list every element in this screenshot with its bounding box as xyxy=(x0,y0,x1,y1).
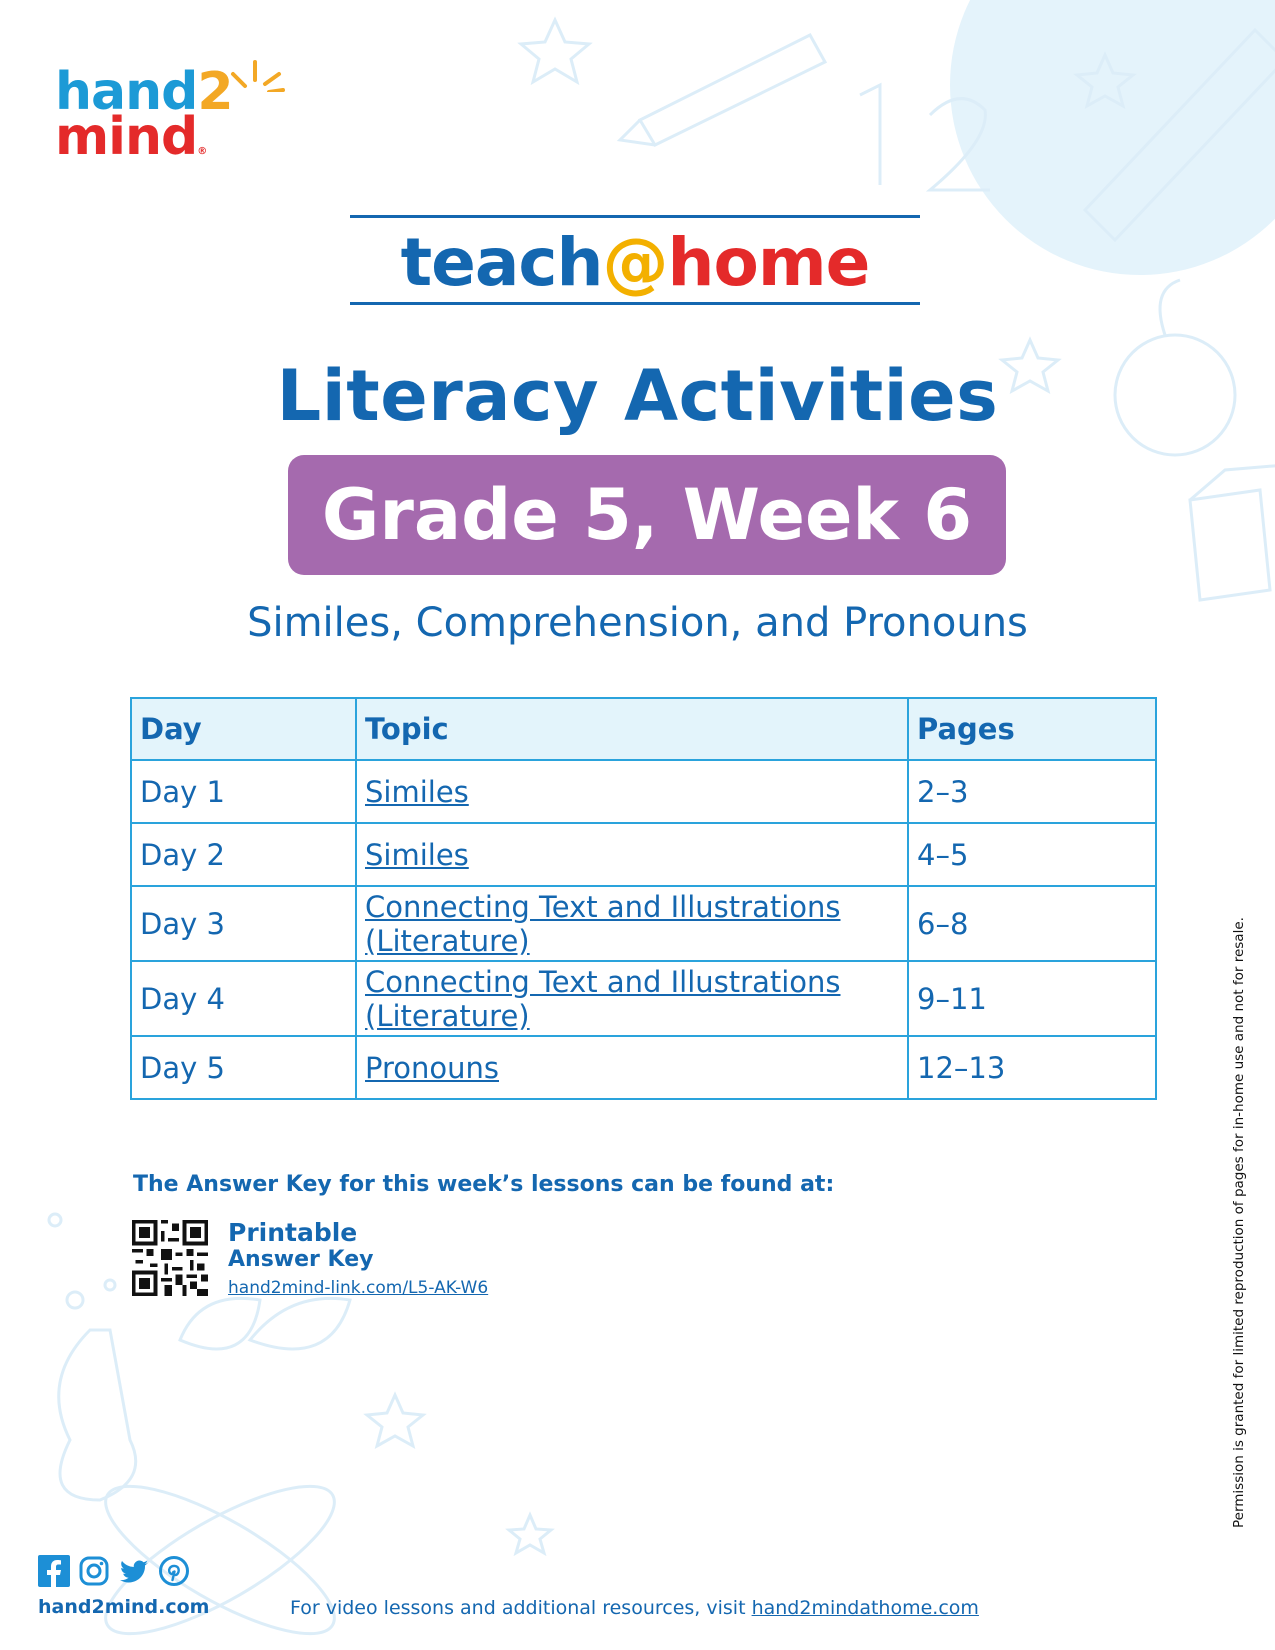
topic-cell xyxy=(356,823,908,886)
table-header-row xyxy=(131,698,1156,760)
footer-note xyxy=(290,1597,979,1619)
page-subtitle: Similes, Comprehension, and Pronouns xyxy=(247,600,1028,646)
table-row xyxy=(131,1036,1156,1099)
pinterest-icon[interactable] xyxy=(158,1555,190,1587)
pages-cell: 2–3 xyxy=(908,760,1156,823)
answer-key-link[interactable]: hand2mind-link.com/L5-AK-W6 xyxy=(228,1278,489,1298)
instagram-icon[interactable] xyxy=(78,1555,110,1587)
topic-cell xyxy=(356,886,908,961)
qr-code-icon[interactable] xyxy=(132,1220,208,1296)
footer-link[interactable]: hand2mindathome.com xyxy=(751,1597,979,1619)
answer-key-label: Answer Key xyxy=(228,1247,374,1272)
table-row xyxy=(131,886,1156,961)
table-row xyxy=(131,760,1156,823)
topic-cell xyxy=(356,1036,908,1099)
pages-cell: 9–11 xyxy=(908,961,1156,1036)
facebook-icon[interactable] xyxy=(38,1555,70,1587)
page-title: Literacy Activities xyxy=(276,355,999,437)
day-cell: Day 4 xyxy=(131,961,356,1036)
footer-website: hand2mind.com xyxy=(38,1596,210,1618)
pages-cell: 6–8 xyxy=(908,886,1156,961)
sunburst-icon xyxy=(225,52,285,92)
footer-note-text: For video lessons and additional resources, visit xyxy=(290,1597,752,1619)
table-row xyxy=(131,961,1156,1036)
topic-link[interactable]: Similes xyxy=(365,774,469,809)
topic-link[interactable]: Connecting Text and Illustrations (Literature) xyxy=(365,889,841,958)
pages-cell: 12–13 xyxy=(908,1036,1156,1099)
column-header-pages: Pages xyxy=(908,698,1156,760)
topic-link[interactable]: Connecting Text and Illustrations (Literature) xyxy=(365,964,841,1033)
permission-note: Permission is granted for limited reproduction of pages for in-home use and not for resale. xyxy=(1231,917,1247,1528)
topic-link[interactable]: Pronouns xyxy=(365,1050,499,1085)
grade-week-banner: Grade 5, Week 6 xyxy=(288,455,1006,575)
topic-cell xyxy=(356,961,908,1036)
weekly-schedule-table xyxy=(130,697,1157,1100)
day-cell: Day 2 xyxy=(131,823,356,886)
teach-at-home-brand: teach@home xyxy=(350,215,920,305)
column-header-day: Day xyxy=(131,698,356,760)
column-header-topic: Topic xyxy=(356,698,908,760)
topic-cell xyxy=(356,760,908,823)
day-cell: Day 1 xyxy=(131,760,356,823)
printable-label: Printable xyxy=(228,1218,358,1247)
twitter-icon[interactable] xyxy=(118,1555,150,1587)
answer-key-intro: The Answer Key for this week’s lessons can be found at: xyxy=(133,1172,835,1197)
social-icons xyxy=(38,1555,190,1587)
pages-cell: 4–5 xyxy=(908,823,1156,886)
day-cell: Day 3 xyxy=(131,886,356,961)
hand2mind-logo: hand2 mind® xyxy=(55,70,233,159)
day-cell: Day 5 xyxy=(131,1036,356,1099)
topic-link[interactable]: Similes xyxy=(365,837,469,872)
table-row xyxy=(131,823,1156,886)
